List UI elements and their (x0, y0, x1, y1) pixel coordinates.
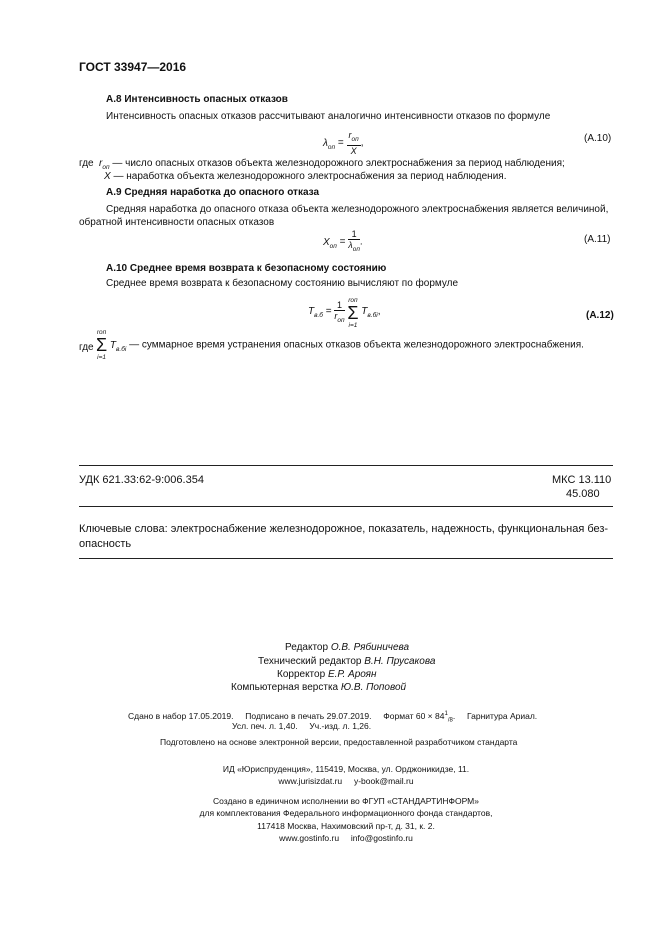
section-a9-title: А.9 Средняя наработка до опасного отказа (106, 187, 320, 198)
credit-corrector: Корректор Е.Р. Ароян (277, 669, 377, 680)
divider-bottom (79, 558, 613, 559)
publisher-line5: 117418 Москва, Нахимовский пр-т, д. 31, к. 2. (257, 821, 435, 831)
mks-code-1: МКС 13.110 (552, 474, 612, 486)
definition-sum-t: rоп Σ i=1 $T_{в.бi}$ — суммарное время устранения опасных отказов объекта железнодорожного электроснабжения. (96, 329, 584, 361)
section-a9-line1: Средняя наработка до опасного отказа объекта железнодорожного электроснабжения является величиной, (106, 204, 609, 215)
equation-number-a10: (А.10) (584, 133, 612, 144)
mks-code-2: 45.080 (566, 488, 600, 500)
section-a9-line2: обратной интенсивности опасных отказов (79, 217, 275, 228)
formula-a12-sum: rоп Σ i=1 (347, 297, 359, 329)
divider-top (79, 465, 613, 466)
section-a8-title: А.8 Интенсивность опасных отказов (106, 94, 288, 105)
equation-number-a11: (А.11) (584, 234, 611, 245)
credit-layout: Компьютерная верстка Ю.В. Поповой (231, 682, 407, 693)
formula-a11: $X_{оп}$ = $\frac{1}{\lambda_{оп}}$ . (323, 229, 363, 253)
keywords-line2: опасность (79, 538, 132, 550)
formula-a12: $T_{в.б}$ = $\frac{1}{r_{оп}}$ rоп Σ i=1 $T_{в.бi}$, (308, 297, 381, 329)
credit-editor: Редактор О.В. Рябиничева (285, 642, 410, 653)
formula-a10-lhs: $\lambda_{оп}$ (323, 137, 336, 151)
publisher-line3: Создано в единичном исполнении во ФГУП «СТАНДАРТИНФОРМ» (212, 796, 479, 806)
formula-a12-fraction: $\frac{1}{r_{оп}}$ (334, 300, 345, 324)
imprint-line1: Сдано в набор 17.05.2019. Подписано в печать 29.07.2019. Формат $60 \times 84^1_{/8}$. Гарнитура Ариал. (128, 710, 538, 724)
equation-number-a12: (А.12) (586, 310, 614, 321)
formula-a10: $\lambda_{оп}$ = $\frac{r_{оп}}{X}$ , (323, 130, 364, 156)
udk-code: УДК 621.33:62-9:006.354 (79, 474, 204, 486)
section-a10-intro: Среднее время возврата к безопасному состоянию вычисляют по формуле (106, 278, 459, 289)
formula-a10-eq: = (337, 137, 344, 149)
credit-tech-editor: Технический редактор В.Н. Прусакова (258, 656, 436, 667)
definition-x: X — наработка объекта железнодорожного электроснабжения за период наблюдения. (104, 171, 507, 182)
imprint-line3: Подготовлено на основе электронной версии, предоставленной разработчиком стандарта (160, 737, 518, 747)
imprint-line2: Усл. печ. л. 1,40. Уч.-изд. л. 1,26. (232, 721, 372, 731)
publisher-line4: для комплектования Федерального информационного фонда стандартов, (199, 808, 493, 818)
divider-middle (79, 506, 613, 507)
keywords-line1: Ключевые слова: электроснабжение железнодорожное, показатель, надежность, функциональная без- (79, 523, 609, 535)
publisher-line2: www.jurisizdat.ru y-book@mail.ru (278, 776, 414, 786)
formula-a11-fraction: $\frac{1}{\lambda_{оп}}$ (348, 229, 360, 253)
section-a10-title: А.10 Среднее время возврата к безопасному состоянию (106, 263, 387, 274)
section-a8-intro: Интенсивность опасных отказов рассчитывают аналогично интенсивности отказов по формуле (106, 111, 551, 122)
publisher-line1: ИД «Юриспруденция», 115419, Москва, ул. Орджоникидзе, 11. (222, 764, 470, 774)
where-label-a8: где (79, 158, 94, 169)
publisher-line6: www.gostinfo.ru info@gostinfo.ru (279, 833, 413, 843)
document-code: ГОСТ 33947—2016 (79, 60, 187, 74)
where-label-a10: где (79, 342, 94, 353)
formula-a10-fraction: $\frac{r_{оп}}{X}$ (348, 130, 359, 156)
definition-r-op: $r_{оп}$ — число опасных отказов объекта железнодорожного электроснабжения за период наблюдения; (99, 158, 565, 171)
